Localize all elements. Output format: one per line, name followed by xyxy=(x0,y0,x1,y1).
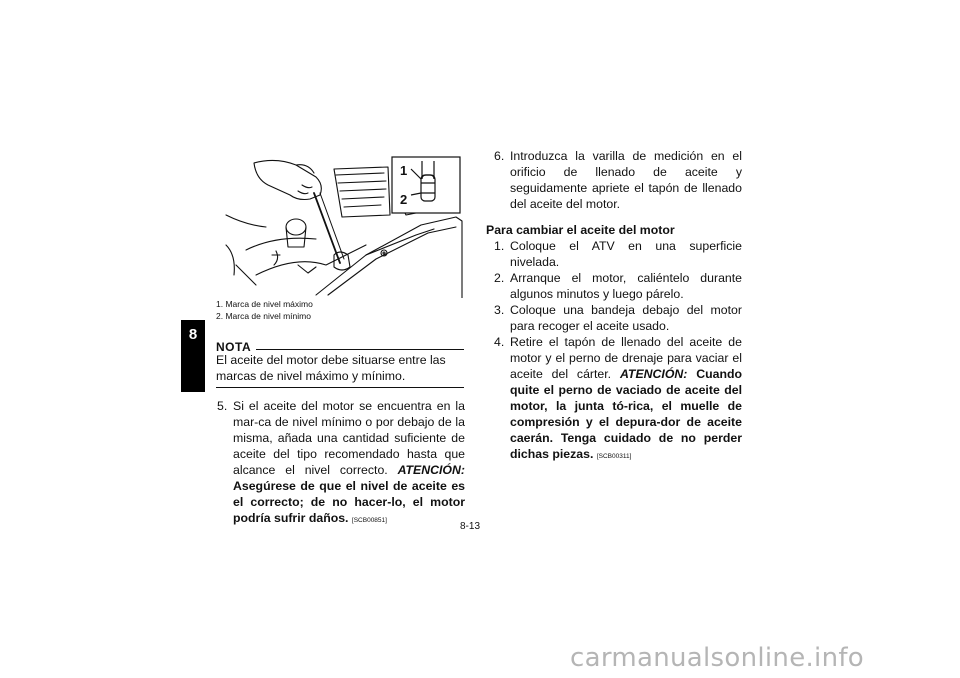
note-text: El aceite del motor debe situarse entre las marcas de nivel máximo y mínimo. xyxy=(216,353,446,383)
list-item xyxy=(486,302,742,334)
step-number: 4. xyxy=(494,335,505,349)
attention-label: ATENCIÓN: xyxy=(397,463,465,477)
step-text: Si el aceite del motor se encuentra en la mar-ca de nivel mínimo o por debajo de la misma, añada una cantidad suficiente de aceite del tipo recomendado hasta que alcance el nivel correcto. xyxy=(233,399,465,477)
section-tab: 8 xyxy=(181,320,205,392)
reference-code: [SCB00851] xyxy=(351,517,387,524)
list-item xyxy=(486,148,742,212)
step-text: Introduzca la varilla de medición en el orificio de llenado de aceite y seguidamente apriete el tapón de llenado del aceite del motor. xyxy=(510,149,742,211)
step-number: 6. xyxy=(494,149,505,163)
note-bottom-divider xyxy=(216,387,464,388)
attention-label: ATENCIÓN: xyxy=(619,367,688,381)
step-number: 1. xyxy=(494,239,505,253)
caption-item: 1. Marca de nivel máximo xyxy=(216,299,313,309)
step-number: 5. xyxy=(217,399,228,413)
list-item xyxy=(486,270,742,302)
caption-item: 2. Marca de nivel mínimo xyxy=(216,311,311,321)
note-label: NOTA xyxy=(216,340,252,354)
step-text: Coloque el ATV en una superficie nivelada. xyxy=(510,239,742,269)
left-column xyxy=(209,398,465,529)
engine-dipstick-drawing xyxy=(216,155,464,298)
list-item xyxy=(486,238,742,270)
list-item xyxy=(209,398,465,529)
step-number: 2. xyxy=(494,271,505,285)
page-number: 8-13 xyxy=(460,521,481,532)
section-heading: Para cambiar el aceite del motor xyxy=(486,223,675,237)
attention-text: Cuando quite el perno de vaciado de aceite del motor, la junta tó-rica, el muelle de compresión y el depura-dor de aceite caerán. Tenga cuidado de no perder dichas piezas. xyxy=(510,367,742,461)
step-text: Retire el tapón de llenado del aceite de motor y el perno de drenaje para vaciar el aceite del cárter. xyxy=(510,335,742,381)
note-divider xyxy=(256,349,464,350)
figure-captions xyxy=(216,298,313,322)
step-text: Arranque el motor, caliéntelo durante algunos minutos y luego párelo. xyxy=(510,271,742,301)
dipstick-illustration xyxy=(216,155,464,298)
callout-1: 1 xyxy=(400,163,408,178)
reference-code: [SCB00311] xyxy=(596,453,632,460)
callout-2: 2 xyxy=(400,192,408,207)
right-column xyxy=(486,148,742,465)
attention-text: Asegúrese de que el nivel de aceite es el correcto; de no hacer-lo, el motor podría sufrir daños. xyxy=(233,479,465,525)
step-number: 3. xyxy=(494,303,505,317)
watermark: carmanualsonline.info xyxy=(570,643,865,673)
list-item xyxy=(486,334,742,465)
step-text: Coloque una bandeja debajo del motor para recoger el aceite usado. xyxy=(510,303,742,333)
